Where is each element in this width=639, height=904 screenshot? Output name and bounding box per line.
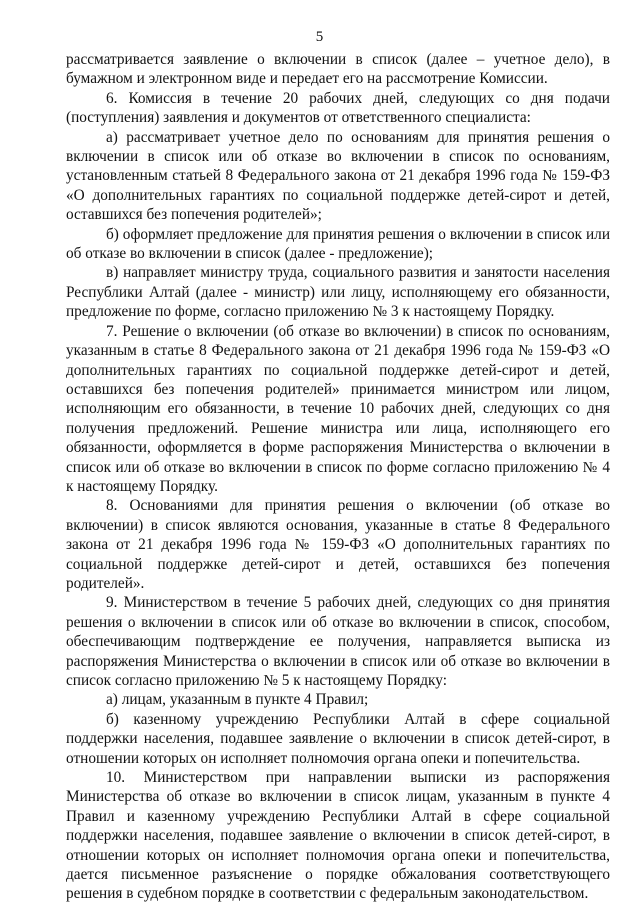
paragraph-item-10: 10. Министерством при направлении выписки из распоряжения Министерства об отказе во включении в список лицам, указанным в пункте 4 Правил и казенному учреждению Республики Алтай в сфере социальной поддержки населения, подавшее заявление о включении в список детей-сирот, в отношении которых он исполняет полномочия органа опеки и попечительства, дается письменное разъяснение о порядке обжалования соответствующего решения в судебном порядке в соответствии с федеральным законодательством. bbox=[66, 769, 610, 903]
paragraph-continuation: рассматривается заявление о включении в список (далее – учетное дело), в бумажном и электронном виде и передает его на рассмотрение Комиссии. bbox=[66, 51, 610, 88]
paragraph-item-9: 9. Министерством в течение 5 рабочих дней, следующих со дня принятия решения о включении в список или об отказе во включении в список, способом, обеспечивающим подтверждение ее получения, направляется выписка из распоряжения Министерства о включении в список или об отказе во включении в список согласно приложению № 5 к настоящему Порядку: bbox=[66, 594, 610, 689]
paragraph-item-7: 7. Решение о включении (об отказе во включении) в список по основаниям, указанным в статье 8 Федерального закона от 21 декабря 1996 года № 159-ФЗ «О дополнительных гарантиях по социальной поддержке детей-сирот и детей, оставшихся без попечения родителей» принимается министром или лицом, исполняющим его обязанности, в течение 10 рабочих дней, следующих со дня получения предложений. Решение министра или лица, исполняющего его обязанности, оформляется в форме распоряжения Министерства о включении в список или об отказе во включении в список по форме согласно приложению № 4 к настоящему Порядку. bbox=[66, 322, 610, 495]
paragraph-item-9a: а) лицам, указанным в пункте 4 Правил; bbox=[106, 691, 369, 709]
paragraph-item-6v: в) направляет министру труда, социального развития и занятости населения Республики Алтай (далее - министр) или лицу, исполняющему его обязанности, предложение по форме, согласно приложению № 3 к настоящему Порядку. bbox=[66, 264, 610, 321]
page-number: 5 bbox=[315, 29, 324, 45]
paragraph-item-8: 8. Основаниями для принятия решения о включении (об отказе во включении) в список являются основания, указанные в статье 8 Федерального закона от 21 декабря 1996 года № 159-ФЗ «О дополнительных гарантиях по социальной поддержке детей-сирот и детей, оставшихся без попечения родителей». bbox=[66, 497, 610, 592]
paragraph-item-9b: б) казенному учреждению Республики Алтай в сфере социальной поддержки населения, подавшее заявление о включении в список детей-сирот, в отношении которых он исполняет полномочия органа опеки и попечительства. bbox=[66, 710, 610, 767]
paragraph-item-6b: б) оформляет предложение для принятия решения о включении в список или об отказе во включении в список (далее - предложение); bbox=[66, 225, 610, 263]
paragraph-item-6: 6. Комиссия в течение 20 рабочих дней, следующих со дня подачи (поступления) заявления и документов от ответственного специалиста: bbox=[66, 89, 610, 127]
document-body bbox=[66, 50, 610, 904]
paragraph-item-6a: а) рассматривает учетное дело по основаниям для принятия решения о включении в список или об отказе во включении в список по основаниям, установленным статьей 8 Федерального закона от 21 декабря 1996 года № 159-ФЗ «О дополнительных гарантиях по социальной поддержке детей-сирот и детей, оставшихся без попечения родителей»; bbox=[66, 128, 610, 224]
